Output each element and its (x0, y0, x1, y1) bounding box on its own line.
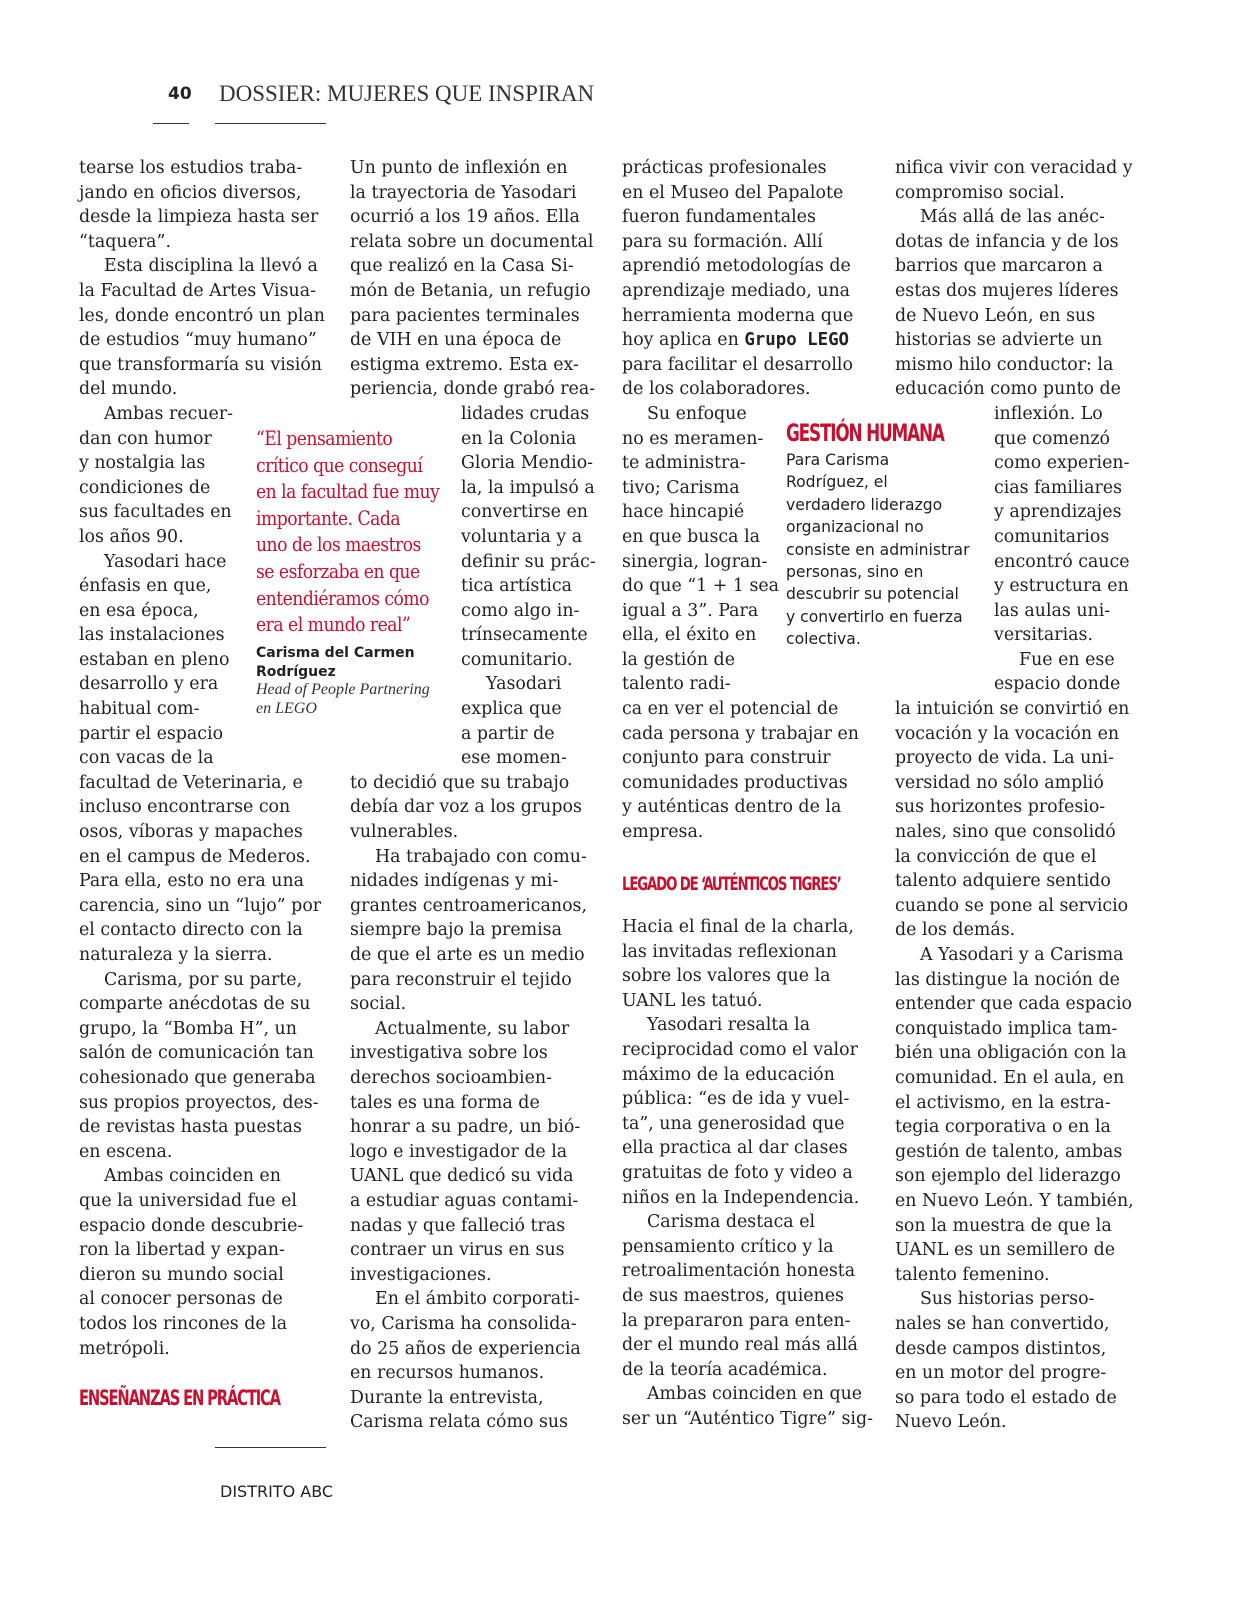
text-line: metrópoli. (79, 1338, 170, 1359)
text-line: A Yasodari y a Carisma (920, 945, 1124, 965)
text-line: las aulas uni- (994, 600, 1111, 621)
text-line: herramienta moderna que (622, 305, 854, 326)
text-line: de la teoría académica. (622, 1359, 828, 1380)
text-line: grupo, la “Bomba H”, un (79, 1018, 297, 1039)
text-line: aprendió metodologías de (622, 256, 851, 277)
text-line: Yasodari (486, 674, 562, 695)
text-line: sinergia, logran- (622, 551, 768, 572)
text-line: dotas de infancia y de los (895, 231, 1119, 252)
text-line: Para Carisma (786, 451, 890, 469)
sidebar-text (786, 449, 970, 651)
text-line: trínsecamente (461, 625, 588, 646)
text-line: y aprendizajes (994, 502, 1122, 523)
text-line: cada persona y trabajar en (622, 723, 859, 744)
text-line: de VIH en una época de (350, 330, 562, 351)
text-line: personas, sino en (786, 563, 924, 582)
text-line: que comenzó (994, 428, 1110, 449)
text-line: sus facultades en (79, 502, 232, 523)
subheading-legado: LEGADO DE ‘AUTÉNTICOS TIGRES’ (622, 873, 841, 895)
text-line: talento radi- (622, 674, 731, 695)
text-line: en el Museo del Papalote (622, 182, 844, 203)
text-line: importante. Cada (256, 505, 401, 530)
footer-rule (215, 1447, 326, 1448)
text-line: en recursos humanos. (350, 1363, 545, 1384)
text-line: dan con humor (79, 428, 212, 449)
text-line: que realizó en la Casa Si- (350, 256, 574, 277)
text-line: colectiva. (786, 630, 861, 649)
text-line: relata sobre un documental (350, 231, 594, 252)
text-line: no es meramen- (622, 428, 764, 449)
text-line: condiciones de (79, 477, 211, 498)
subheading-ensenanzas: ENSEÑANZAS EN PRÁCTICA (79, 1386, 280, 1410)
text-line: cohesionado que generaba (79, 1067, 316, 1088)
article-column-3-continued (622, 915, 877, 1431)
text-line: empresa. (622, 822, 704, 843)
text-line: uno de los maestros (256, 532, 421, 557)
text-line: hoy aplica en Grupo LEGO (622, 330, 850, 351)
text-line: Ambas recuer- (104, 403, 234, 424)
text-line: de estudios “muy humano” (79, 330, 317, 351)
text-line: a partir de (461, 723, 555, 744)
text-line: prácticas profesionales (622, 158, 827, 178)
text-line: nales, sino que consolidó (895, 822, 1116, 843)
text-line: partir el espacio (79, 723, 224, 744)
text-line: Sus historias perso- (920, 1289, 1095, 1310)
text-line: definir su prác- (461, 551, 596, 572)
text-line: fueron fundamentales (622, 207, 816, 228)
text-line: ca en ver el potencial de (622, 699, 839, 720)
text-line: espacio donde (994, 674, 1121, 695)
text-line: desarrollo y era (79, 674, 219, 695)
text-line: del mundo. (79, 379, 178, 400)
section-title: DOSSIER: MUJERES QUE INSPIRAN (219, 81, 595, 106)
text-line: Rodríguez (256, 664, 336, 680)
text-line: para pacientes terminales (350, 305, 580, 326)
text-line: Carisma destaca el (647, 1212, 816, 1233)
text-line: tales es una forma de (350, 1092, 540, 1113)
text-line: encontró cauce (994, 551, 1130, 572)
text-line: que la universidad fue el (79, 1190, 297, 1211)
text-line: hace hincapié (622, 502, 745, 523)
text-line: Head of People Partnering (256, 681, 430, 698)
text-line: y estructura en (994, 576, 1129, 597)
text-line: entender que cada espacio (895, 994, 1133, 1015)
text-line: que transformaría su visión (79, 354, 322, 375)
text-line: Actualmente, su labor (375, 1018, 570, 1039)
text-line: En el ámbito corporati- (375, 1289, 580, 1310)
text-line: comunidades productivas (622, 772, 848, 793)
text-line: el activismo, en la estra- (895, 1092, 1111, 1113)
text-line: todos los rincones de la (79, 1313, 288, 1334)
text-line: Nuevo León. (895, 1412, 1007, 1433)
text-line: bién una obligación con la (895, 1043, 1127, 1064)
text-line: pública: “es de ida y vuel- (622, 1089, 850, 1110)
text-line: UANL les tatuó. (622, 990, 763, 1011)
text-line: descubrir su potencial (786, 585, 959, 604)
text-line: de los demás. (895, 920, 1016, 941)
text-line: Ambas coinciden en (104, 1166, 281, 1187)
text-line: vocación y la vocación en (895, 723, 1120, 744)
text-line: les, donde encontró un plan (79, 305, 325, 326)
text-line: para facilitar el desarrollo (622, 354, 853, 375)
text-line: se esforzaba en que (256, 558, 420, 583)
text-line: ella practica al dar clases (622, 1138, 848, 1159)
text-line: las invitadas reflexionan (622, 941, 837, 962)
text-line: to decidió que su trabajo (350, 772, 570, 793)
text-line: Un punto de inflexión en (350, 158, 568, 178)
text-line: historias se advierte un (895, 330, 1103, 351)
text-line: en Nuevo León. Y también, (895, 1190, 1134, 1211)
text-line: en escena. (79, 1141, 173, 1162)
pull-quote-author (256, 644, 415, 682)
text-line: nadas y que falleció tras (350, 1215, 566, 1236)
text-line: barrios que marcaron a (895, 256, 1103, 277)
text-line: proyecto de vida. La uni- (895, 748, 1114, 769)
text-line: la gestión de (622, 649, 735, 670)
text-line: desde campos distintos, (895, 1338, 1107, 1359)
text-line: y auténticas dentro de la (622, 797, 842, 818)
text-line: mismo hilo conductor: la (895, 354, 1114, 375)
text-line: para su formación. Allí (622, 231, 823, 252)
header-rule-left (153, 123, 189, 124)
text-line: investigaciones. (350, 1264, 492, 1285)
text-line: incluso encontrarse con (79, 797, 291, 818)
text-line: dieron su mundo social (79, 1264, 284, 1285)
text-line: do 25 años de experiencia (350, 1338, 581, 1359)
text-line: so para todo el estado de (895, 1387, 1117, 1408)
text-line: conjunto para construir (622, 748, 831, 769)
text-line: crítico que conseguí (256, 452, 423, 477)
text-line: en que busca la (622, 526, 760, 547)
text-line: grantes centroamericanos, (350, 895, 588, 916)
text-line: tearse los estudios traba- (79, 158, 303, 178)
text-line: y nostalgia las (79, 453, 206, 474)
text-line: sobre los valores que la (622, 966, 831, 987)
text-line: al conocer personas de (79, 1289, 283, 1310)
text-line: “taquera”. (79, 231, 171, 252)
text-line: entendiéramos cómo (256, 585, 429, 610)
text-line: pensamiento crítico y la (622, 1236, 834, 1257)
text-line: Yasodari resalta la (647, 1015, 811, 1036)
text-line: lidades crudas (461, 403, 590, 424)
text-line: y convertirlo en fuerza (786, 607, 963, 626)
text-line: a estudiar aguas contami- (350, 1190, 579, 1211)
text-line: vulnerables. (350, 822, 459, 843)
text-line: las distingue la noción de (895, 969, 1120, 990)
text-line: carencia, sino un “lujo” por (79, 895, 322, 916)
text-line: salón de comunicación tan (79, 1043, 314, 1064)
text-line: organizacional no (786, 518, 924, 537)
text-line: UANL que dedicó su vida (350, 1166, 574, 1187)
text-line: máximo de la educación (622, 1064, 835, 1085)
text-line: inflexión. Lo (994, 403, 1103, 424)
text-line: món de Betania, un refugio (350, 280, 591, 301)
text-line: tivo; Carisma (622, 477, 740, 498)
text-line: en la facultad fue muy (256, 479, 440, 504)
text-line: ese momen- (461, 748, 567, 769)
text-line: conquistado implica tam- (895, 1018, 1118, 1039)
text-line: ta”, una generosidad que (622, 1113, 845, 1134)
text-line: Rodríguez, el (786, 473, 888, 492)
text-line: siempre bajo la premisa (350, 920, 562, 941)
text-line: la convicción de que el (895, 846, 1097, 867)
text-line: der el mundo real más allá (622, 1335, 858, 1356)
text-line: estigma extremo. Esta ex- (350, 354, 579, 375)
text-line: “El pensamiento (256, 426, 393, 450)
text-line: investigativa sobre los (350, 1043, 548, 1064)
text-line: osos, víboras y mapaches (79, 822, 303, 843)
pull-quote (256, 425, 461, 638)
text-line: ron la libertad y expan- (79, 1240, 285, 1261)
text-line: reciprocidad como el valor (622, 1039, 858, 1060)
text-line: tegia corporativa o en la (895, 1117, 1111, 1138)
text-line: honrar a su padre, un bió- (350, 1117, 581, 1138)
text-line: tica artística (461, 576, 573, 597)
text-line: Para ella, esto no era una (79, 871, 305, 892)
text-line: era el mundo real” (256, 612, 411, 637)
text-line: periencia, donde grabó rea- (350, 379, 596, 400)
header-rule-right (215, 123, 326, 124)
text-line: la intuición se convirtió en (895, 699, 1130, 720)
text-line: Carisma relata cómo sus (350, 1412, 569, 1433)
text-line: te administra- (622, 453, 746, 474)
text-line: comunitarios (994, 526, 1110, 547)
text-line: versitarias. (994, 625, 1093, 646)
text-line: debía dar voz a los grupos (350, 797, 582, 818)
text-line: Gloria Mendio- (461, 453, 594, 474)
text-line: nales se han convertido, (895, 1313, 1110, 1334)
text-line: educación como punto de (895, 379, 1121, 400)
text-line: estas dos mujeres líderes (895, 280, 1119, 301)
text-line: las instalaciones (79, 625, 225, 646)
text-line: consiste en administrar (786, 540, 970, 559)
text-line: igual a 3”. Para (622, 600, 759, 621)
text-line: Su enfoque (647, 403, 747, 424)
text-line: voluntaria y a (461, 526, 583, 547)
text-line: énfasis en que, (79, 576, 212, 597)
text-line: sus horizontes profesio- (895, 797, 1106, 818)
text-line: convertirse en (461, 502, 588, 523)
text-line: sus propios proyectos, des- (79, 1092, 319, 1113)
text-line: ocurrió a los 19 años. Ella (350, 207, 580, 228)
text-line: Esta disciplina la llevó a (104, 256, 318, 277)
text-line: UANL es un semillero de (895, 1240, 1116, 1261)
text-line: retroalimentación honesta (622, 1261, 856, 1282)
text-line: de sus maestros, quienes (622, 1285, 844, 1306)
article-column-4 (895, 156, 1150, 1435)
text-line: Carisma del Carmen (256, 645, 415, 661)
text-line: cuando se pone al servicio (895, 895, 1129, 916)
sidebar-heading: GESTIÓN HUMANA (786, 419, 944, 447)
text-line: derechos socioambien- (350, 1067, 552, 1088)
text-line: Fue en ese (1019, 649, 1115, 670)
text-line: como experien- (994, 453, 1130, 474)
text-line: versidad no sólo amplió (895, 772, 1104, 793)
text-line: contraer un virus en sus (350, 1240, 565, 1261)
text-line: talento femenino. (895, 1264, 1050, 1285)
text-line: comunitario. (461, 649, 573, 670)
text-line: la, la impulsó a (461, 477, 595, 498)
text-line: en el campus de Mederos. (79, 846, 311, 867)
text-line: ser un “Auténtico Tigre” sig- (622, 1408, 873, 1429)
text-line: talento adquiere sentido (895, 871, 1111, 892)
text-line: de los colaboradores. (622, 379, 811, 400)
text-line: estaban en pleno (79, 649, 230, 670)
text-line: ella, el éxito en (622, 625, 757, 646)
article-column-1 (79, 156, 329, 1361)
article-column-2 (350, 156, 605, 1435)
text-line: naturaleza y la sierra. (79, 945, 273, 965)
text-line: en esa época, (79, 600, 199, 621)
text-line: para reconstruir el tejido (350, 969, 572, 990)
text-line: Ambas coinciden en que (647, 1384, 863, 1405)
text-line: Durante la entrevista, (350, 1387, 544, 1408)
bold-company-name: Grupo LEGO (744, 330, 850, 351)
text-line: en LEGO (256, 700, 317, 717)
text-line: son ejemplo del liderazgo (895, 1166, 1121, 1187)
text-line: Ha trabajado con comu- (375, 846, 587, 867)
text-line: desde la limpieza hasta ser (79, 207, 319, 228)
text-line: jando en oficios diversos, (79, 182, 302, 203)
text-line: explica que (461, 699, 562, 720)
text-line: son la muestra de que la (895, 1215, 1112, 1236)
text-line: el contacto directo con la (79, 920, 303, 941)
text-line: los años 90. (79, 526, 184, 547)
text-line: como algo in- (461, 600, 580, 621)
text-line: niños en la Independencia. (622, 1187, 860, 1208)
text-line: gestión de talento, ambas (895, 1141, 1123, 1162)
page-number: 40 (168, 84, 192, 104)
text-line: la prepararon para enten- (622, 1310, 851, 1331)
pull-quote-role (256, 680, 430, 718)
text-line: de Nuevo León, en sus (895, 305, 1096, 326)
text-line: la Facultad de Artes Visua- (79, 280, 316, 301)
text-line: Hacia el final de la charla, (622, 917, 854, 937)
text-line: comparte anécdotas de su (79, 994, 311, 1015)
text-line: la trayectoria de Yasodari (350, 182, 577, 203)
text-line: con vacas de la (79, 748, 214, 769)
text-line: facultad de Veterinaria, e (79, 772, 303, 793)
text-line: verdadero liderazgo (786, 495, 943, 514)
text-line: compromiso social. (895, 182, 1065, 203)
text-line: do que “1 + 1 sea (622, 576, 780, 597)
text-line: en un motor del progre- (895, 1363, 1107, 1384)
text-line: comunidad. En el aula, en (895, 1067, 1125, 1088)
text-line: en la Colonia (461, 428, 577, 449)
text-line: Carisma, por su parte, (104, 969, 303, 990)
text-line: social. (350, 994, 407, 1015)
text-line: Yasodari hace (104, 551, 227, 572)
text-line: vo, Carisma ha consolida- (350, 1313, 577, 1334)
text-line: habitual com- (79, 699, 200, 720)
text-line: logo e investigador de la (350, 1141, 568, 1162)
text-line: cias familiares (994, 477, 1123, 498)
text-line: nifica vivir con veracidad y (895, 158, 1133, 178)
text-line: de revistas hasta puestas (79, 1117, 302, 1138)
text-line: de que el arte es un medio (350, 945, 585, 965)
text-line: Más allá de las anéc- (920, 207, 1105, 228)
text-line: nidades indígenas y mi- (350, 871, 559, 892)
publication-name: DISTRITO ABC (220, 1482, 334, 1501)
text-line: aprendizaje mediado, una (622, 280, 851, 301)
text-line: espacio donde descubrie- (79, 1215, 304, 1236)
text-line: gratuitas de foto y video a (622, 1162, 853, 1183)
